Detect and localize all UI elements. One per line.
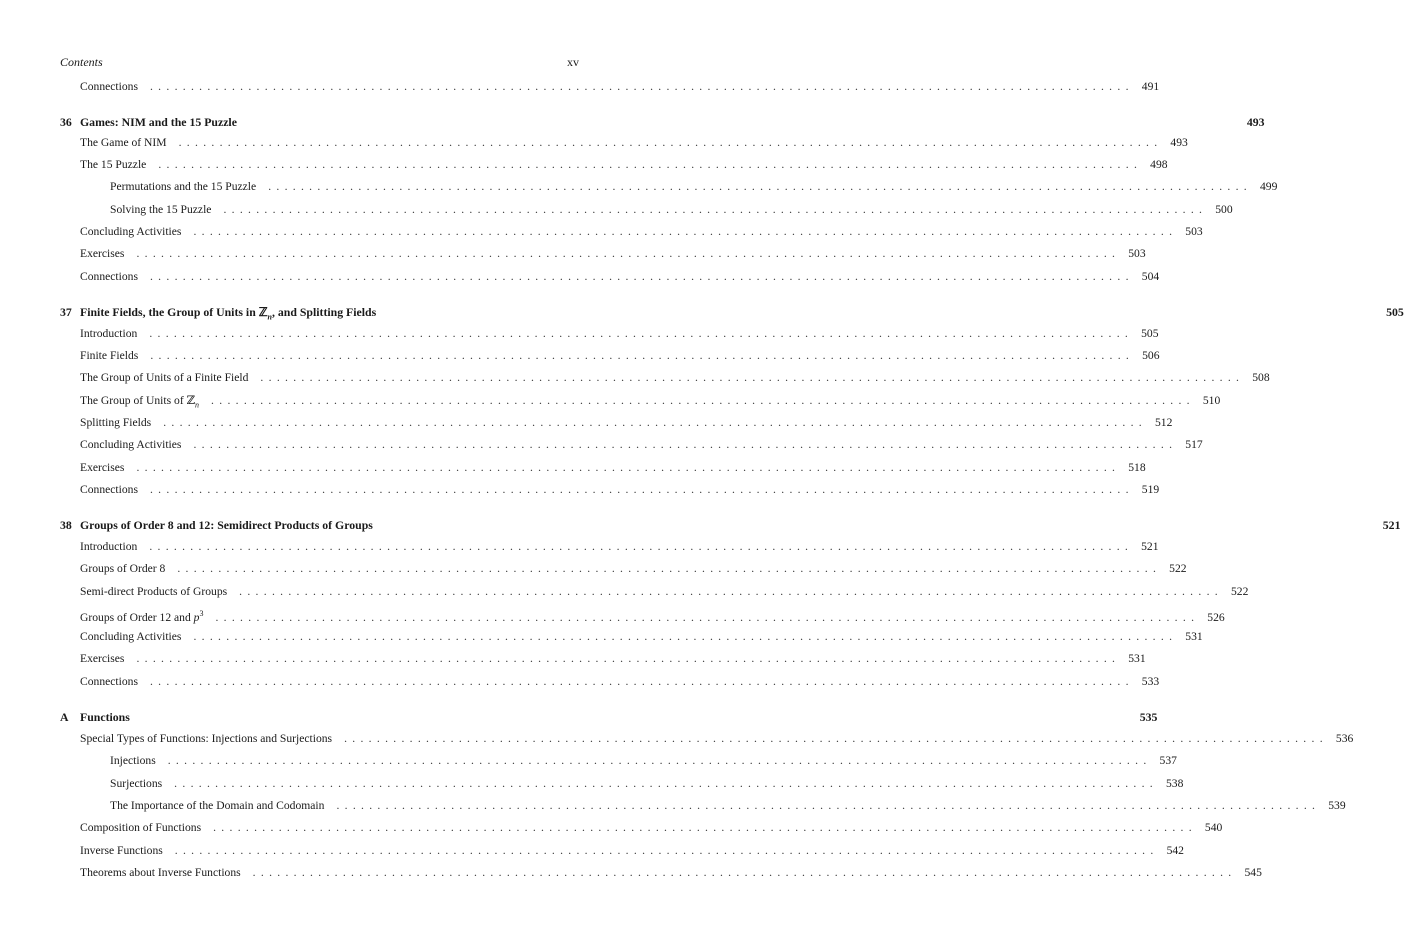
toc-entry[interactable] bbox=[0, 78, 1160, 96]
dot-leader: ........................................................................................................................ bbox=[193, 225, 1178, 238]
entry-page-number: 505 bbox=[1141, 327, 1159, 340]
entry-page-number: 505 bbox=[1386, 305, 1404, 319]
toc-entry[interactable] bbox=[0, 392, 1221, 410]
entry-title: The Importance of the Domain and Codomain bbox=[110, 799, 325, 812]
entry-page-number: 522 bbox=[1169, 562, 1187, 575]
dot-leader: ........................................................................................................................ bbox=[268, 180, 1252, 193]
toc-entry[interactable] bbox=[0, 414, 1173, 432]
dot-leader: ........................................................................................................................ bbox=[211, 394, 1195, 407]
toc-entry[interactable] bbox=[0, 605, 1225, 624]
dot-leader: ........................................................................................................................ bbox=[136, 247, 1121, 260]
entry-title: Finite Fields, the Group of Units in ℤ$_n$, and Splitting Fields bbox=[80, 305, 377, 322]
entry-page-number: 518 bbox=[1128, 461, 1146, 474]
toc-chapter-entry[interactable] bbox=[0, 303, 1404, 322]
entry-title: Groups of Order 8 and 12: Semidirect Products of Groups bbox=[80, 518, 373, 532]
entry-page-number: 504 bbox=[1141, 270, 1160, 283]
toc-entry[interactable] bbox=[0, 560, 1187, 578]
entry-title: Groups of Order 12 and $p^3$ bbox=[80, 609, 204, 624]
dot-leader: ........................................................................................................................ bbox=[215, 610, 1200, 624]
dot-leader: ........................................................................................................................ bbox=[174, 844, 1159, 857]
entry-title: Introduction bbox=[80, 540, 138, 553]
dot-leader: ........................................................................................................................ bbox=[150, 349, 1135, 362]
entry-title: Connections bbox=[80, 483, 138, 496]
entry-title: The Group of Units of a Finite Field bbox=[80, 371, 249, 384]
entry-page-number: 498 bbox=[1150, 158, 1168, 171]
toc-entry[interactable] bbox=[0, 436, 1203, 454]
entry-page-number: 503 bbox=[1185, 225, 1203, 238]
dot-leader: ........................................................................................................................ bbox=[213, 821, 1197, 834]
entry-page-number: 503 bbox=[1128, 247, 1146, 260]
entry-title: The 15 Puzzle bbox=[80, 158, 147, 171]
entry-title: Composition of Functions bbox=[80, 821, 202, 834]
dot-leader: ........................................................................................................................ bbox=[178, 136, 1163, 149]
entry-page-number: 545 bbox=[1244, 866, 1262, 879]
dot-leader: ........................................................................................................................ bbox=[260, 371, 1245, 384]
entry-title: Games: NIM and the 15 Puzzle bbox=[80, 115, 237, 129]
dot-leader: ........................................................................................................................ bbox=[167, 754, 1152, 767]
running-header-page-number: xv bbox=[567, 55, 579, 69]
toc-chapter-entry[interactable] bbox=[0, 708, 1158, 726]
entry-page-number: 538 bbox=[1165, 777, 1184, 790]
dot-leader: ........................................................................................................................ bbox=[149, 270, 1134, 283]
entry-title: Concluding Activities bbox=[80, 438, 182, 451]
entry-title: Connections bbox=[80, 80, 138, 93]
entry-page-number: 510 bbox=[1202, 394, 1221, 407]
entry-page-number: 521 bbox=[1382, 518, 1401, 532]
entry-page-number: 522 bbox=[1230, 585, 1249, 598]
entry-page-number: 526 bbox=[1207, 610, 1225, 624]
toc-entry[interactable] bbox=[0, 797, 1346, 815]
dot-leader: ........................................................................................................................ bbox=[193, 438, 1178, 451]
toc-entry[interactable] bbox=[0, 583, 1249, 601]
toc-entry[interactable] bbox=[0, 268, 1160, 286]
entry-page-number: 512 bbox=[1155, 416, 1173, 429]
entry-page-number: 542 bbox=[1166, 844, 1184, 857]
dot-leader: ........................................................................................................................ bbox=[344, 732, 1328, 745]
entry-title: Exercises bbox=[80, 247, 125, 260]
toc-entry[interactable] bbox=[0, 673, 1160, 691]
entry-page-number: 508 bbox=[1252, 371, 1270, 384]
dot-leader: ........................................................................................................................ bbox=[239, 585, 1223, 598]
entry-title: Surjections bbox=[110, 777, 163, 790]
entry-title: Solving the 15 Puzzle bbox=[110, 203, 212, 216]
toc-entry[interactable] bbox=[0, 842, 1184, 860]
toc-entry[interactable] bbox=[0, 325, 1159, 343]
toc-entry[interactable] bbox=[0, 481, 1160, 499]
entry-page-number: 493 bbox=[1246, 115, 1265, 129]
toc-entry[interactable] bbox=[0, 347, 1160, 365]
dot-leader: ........................................................................................................................ bbox=[252, 866, 1237, 879]
entry-page-number: 539 bbox=[1328, 799, 1346, 812]
entry-page-number: 540 bbox=[1204, 821, 1223, 834]
entry-title: Functions bbox=[80, 710, 130, 724]
entry-page-number: 493 bbox=[1170, 136, 1188, 149]
toc-entry[interactable] bbox=[0, 775, 1184, 793]
dot-leader: ........................................................................................................................ bbox=[193, 630, 1178, 643]
entry-title: Permutations and the 15 Puzzle bbox=[110, 180, 257, 193]
entry-title: Semi-direct Products of Groups bbox=[80, 585, 228, 598]
entry-page-number: 519 bbox=[1141, 483, 1160, 496]
toc-entry[interactable] bbox=[0, 245, 1146, 263]
toc-entry[interactable] bbox=[0, 369, 1270, 387]
entry-page-number: 500 bbox=[1215, 203, 1233, 216]
dot-leader: ........................................................................................................................ bbox=[149, 675, 1134, 688]
entry-title: Injections bbox=[110, 754, 156, 767]
entry-title: Connections bbox=[80, 270, 138, 283]
dot-leader: ........................................................................................................................ bbox=[223, 203, 1208, 216]
chapter-number: A bbox=[60, 710, 69, 724]
toc-entry[interactable] bbox=[0, 819, 1223, 837]
entry-title: The Group of Units of ℤ$_n$ bbox=[80, 394, 200, 410]
toc-entry[interactable] bbox=[0, 752, 1177, 770]
dot-leader: ........................................................................................................................ bbox=[158, 158, 1143, 171]
entry-page-number: 536 bbox=[1335, 732, 1354, 745]
toc-entry[interactable] bbox=[0, 134, 1188, 152]
dot-leader: ........................................................................................................................ bbox=[149, 327, 1134, 340]
dot-leader: ........................................................................................................................ bbox=[336, 799, 1321, 812]
dot-leader: ........................................................................................................................ bbox=[149, 540, 1134, 553]
entry-title: The Game of NIM bbox=[80, 136, 167, 149]
dot-leader: ........................................................................................................................ bbox=[177, 562, 1162, 575]
entry-page-number: 521 bbox=[1141, 540, 1159, 553]
entry-title: Exercises bbox=[80, 461, 125, 474]
toc-entry[interactable] bbox=[0, 459, 1146, 477]
toc-entry[interactable] bbox=[0, 628, 1203, 646]
entry-page-number: 499 bbox=[1260, 180, 1278, 193]
entry-title: Inverse Functions bbox=[80, 844, 163, 857]
toc-entry[interactable] bbox=[0, 223, 1203, 241]
dot-leader: ........................................................................................................................ bbox=[163, 416, 1147, 429]
toc-entry[interactable] bbox=[0, 201, 1233, 219]
toc-entry[interactable] bbox=[0, 650, 1146, 668]
entry-page-number: 517 bbox=[1185, 438, 1203, 451]
entry-title: Concluding Activities bbox=[80, 225, 182, 238]
toc-entry[interactable] bbox=[0, 730, 1354, 748]
chapter-number: 36 bbox=[60, 115, 72, 129]
dot-leader: ........................................................................................................................ bbox=[149, 483, 1134, 496]
toc-chapter-entry[interactable] bbox=[0, 516, 1401, 534]
entry-page-number: 491 bbox=[1141, 80, 1160, 93]
entry-title: Introduction bbox=[80, 327, 138, 340]
entry-title: Splitting Fields bbox=[80, 416, 152, 429]
entry-page-number: 535 bbox=[1139, 710, 1158, 724]
entry-page-number: 537 bbox=[1159, 754, 1177, 767]
entry-title: Special Types of Functions: Injections and Surjections bbox=[80, 732, 333, 745]
entry-title: Exercises bbox=[80, 652, 125, 665]
entry-title: Finite Fields bbox=[80, 349, 139, 362]
entry-title: Connections bbox=[80, 675, 138, 688]
toc-entry[interactable] bbox=[0, 178, 1278, 196]
toc-entry[interactable] bbox=[0, 538, 1159, 556]
dot-leader: ........................................................................................................................ bbox=[136, 652, 1121, 665]
entry-title: Concluding Activities bbox=[80, 630, 182, 643]
entry-title: Groups of Order 8 bbox=[80, 562, 166, 575]
entry-page-number: 506 bbox=[1142, 349, 1160, 362]
toc-entry[interactable] bbox=[0, 864, 1262, 882]
running-header-title: Contents bbox=[60, 55, 103, 69]
entry-page-number: 531 bbox=[1185, 630, 1203, 643]
entry-title: Theorems about Inverse Functions bbox=[80, 866, 241, 879]
dot-leader: ........................................................................................................................ bbox=[136, 461, 1121, 474]
dot-leader: ........................................................................................................................ bbox=[174, 777, 1158, 790]
chapter-number: 38 bbox=[60, 518, 72, 532]
chapter-number: 37 bbox=[60, 305, 72, 319]
entry-page-number: 531 bbox=[1128, 652, 1146, 665]
entry-page-number: 533 bbox=[1141, 675, 1160, 688]
toc-chapter-entry[interactable] bbox=[0, 113, 1265, 131]
dot-leader: ........................................................................................................................ bbox=[149, 80, 1134, 93]
toc-entry[interactable] bbox=[0, 156, 1168, 174]
